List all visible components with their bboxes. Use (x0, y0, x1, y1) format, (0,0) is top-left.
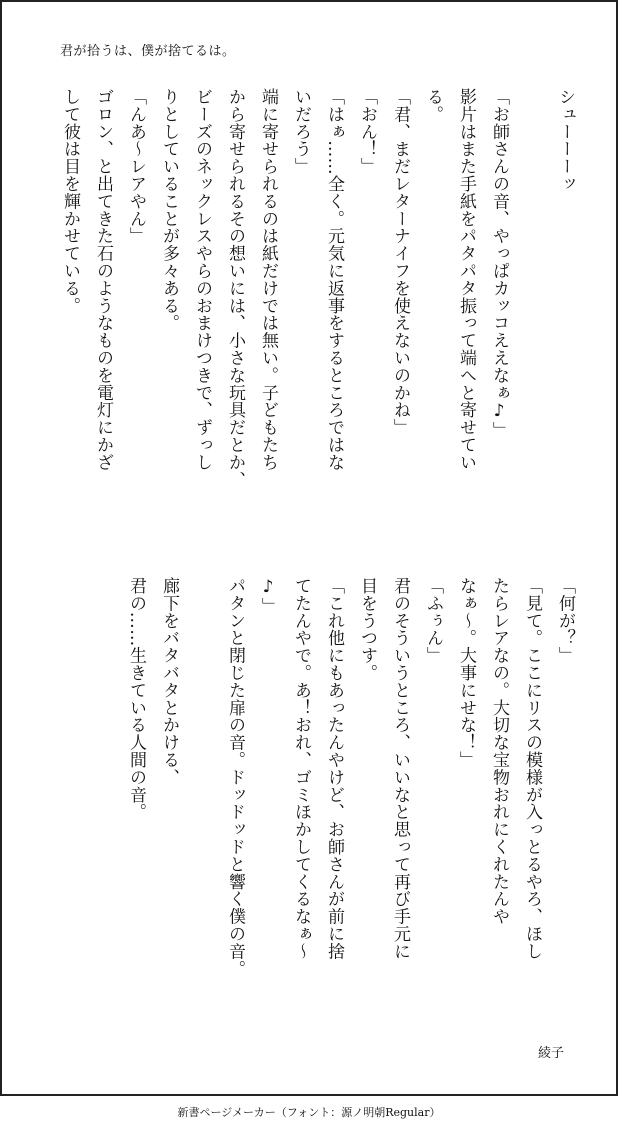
text-top-line: 「君、まだレターナイフを使えないのかね」 (390, 88, 410, 436)
text-bottom-line: 「見て。ここにリスの模様が入っとるやろ、ほし (522, 577, 542, 960)
text-top-line: 端に寄せられるのは紙だけでは無い。子どもたち (258, 88, 278, 471)
page-title: 君が拾うは、僕が捨てるは。 (60, 44, 236, 59)
text-block-top (53, 88, 581, 533)
text-bottom-line: たらレアなの。大切な宝物おれにくれたんや (489, 577, 509, 925)
text-bottom-line: ♪」 (258, 577, 278, 615)
text-top-line: 「おん！」 (357, 88, 377, 175)
text-bottom-line: 目をうつす。 (357, 577, 377, 682)
text-bottom-line: てたんやで。あ！おれ、ゴミほかしてくるなぁ～ (291, 577, 311, 960)
text-top-line: 「んあ～レアやん」 (126, 88, 146, 245)
text-top-line: りとしていることが多々ある。 (159, 88, 179, 332)
text-top-line: 「お師さんの音、やっぱカッコええなぁ♪」 (489, 88, 509, 439)
text-bottom-line (185, 577, 218, 1022)
text-top-line: 「はぁ……全く。元気に返事をするところではな (324, 88, 344, 471)
text-top-line: して彼は目を輝かせている。 (60, 88, 80, 315)
footer-credit: 新書ページメーカー（フォント：源ノ明朝Regular） (177, 1106, 441, 1119)
text-block-bottom (119, 577, 581, 1022)
text-top-line: シューーーッ (555, 88, 575, 193)
text-bottom-line: なぁ～。大事にせな！」 (456, 577, 476, 769)
text-bottom-line: 君の……生きている人間の音。 (126, 577, 146, 821)
text-bottom-line: 「何が？」 (555, 577, 575, 664)
text-bottom-line: 「ふぅん」 (423, 577, 443, 664)
text-bottom-line: 廊下をバタバタとかける、 (159, 577, 179, 786)
text-top-line: ゴロン、と出てきた石のようなものを電灯にかざ (93, 88, 113, 471)
text-top-line: ビーズのネックレスやらのおまけつきで、ずっし (192, 88, 212, 471)
text-bottom-line: パタンと閉じた扉の音。ドッドッドと響く僕の音。 (225, 577, 245, 978)
text-top-line: る。 (423, 88, 443, 123)
text-bottom-line: 君のそういうところ、いいなと思って再び手元に (390, 577, 410, 960)
text-top-line: いだろう」 (291, 88, 311, 175)
text-bottom-line: 「これ他にもあったんやけど、お師さんが前に捨 (324, 577, 344, 960)
text-top-line (515, 88, 548, 533)
text-top-line: 影片はまた手紙をパタパタ振って端へと寄せてい (456, 88, 476, 471)
text-top-line: から寄せられるその想いには、小さな玩具だとか、 (225, 88, 245, 489)
author-name: 綾子 (537, 1046, 564, 1061)
